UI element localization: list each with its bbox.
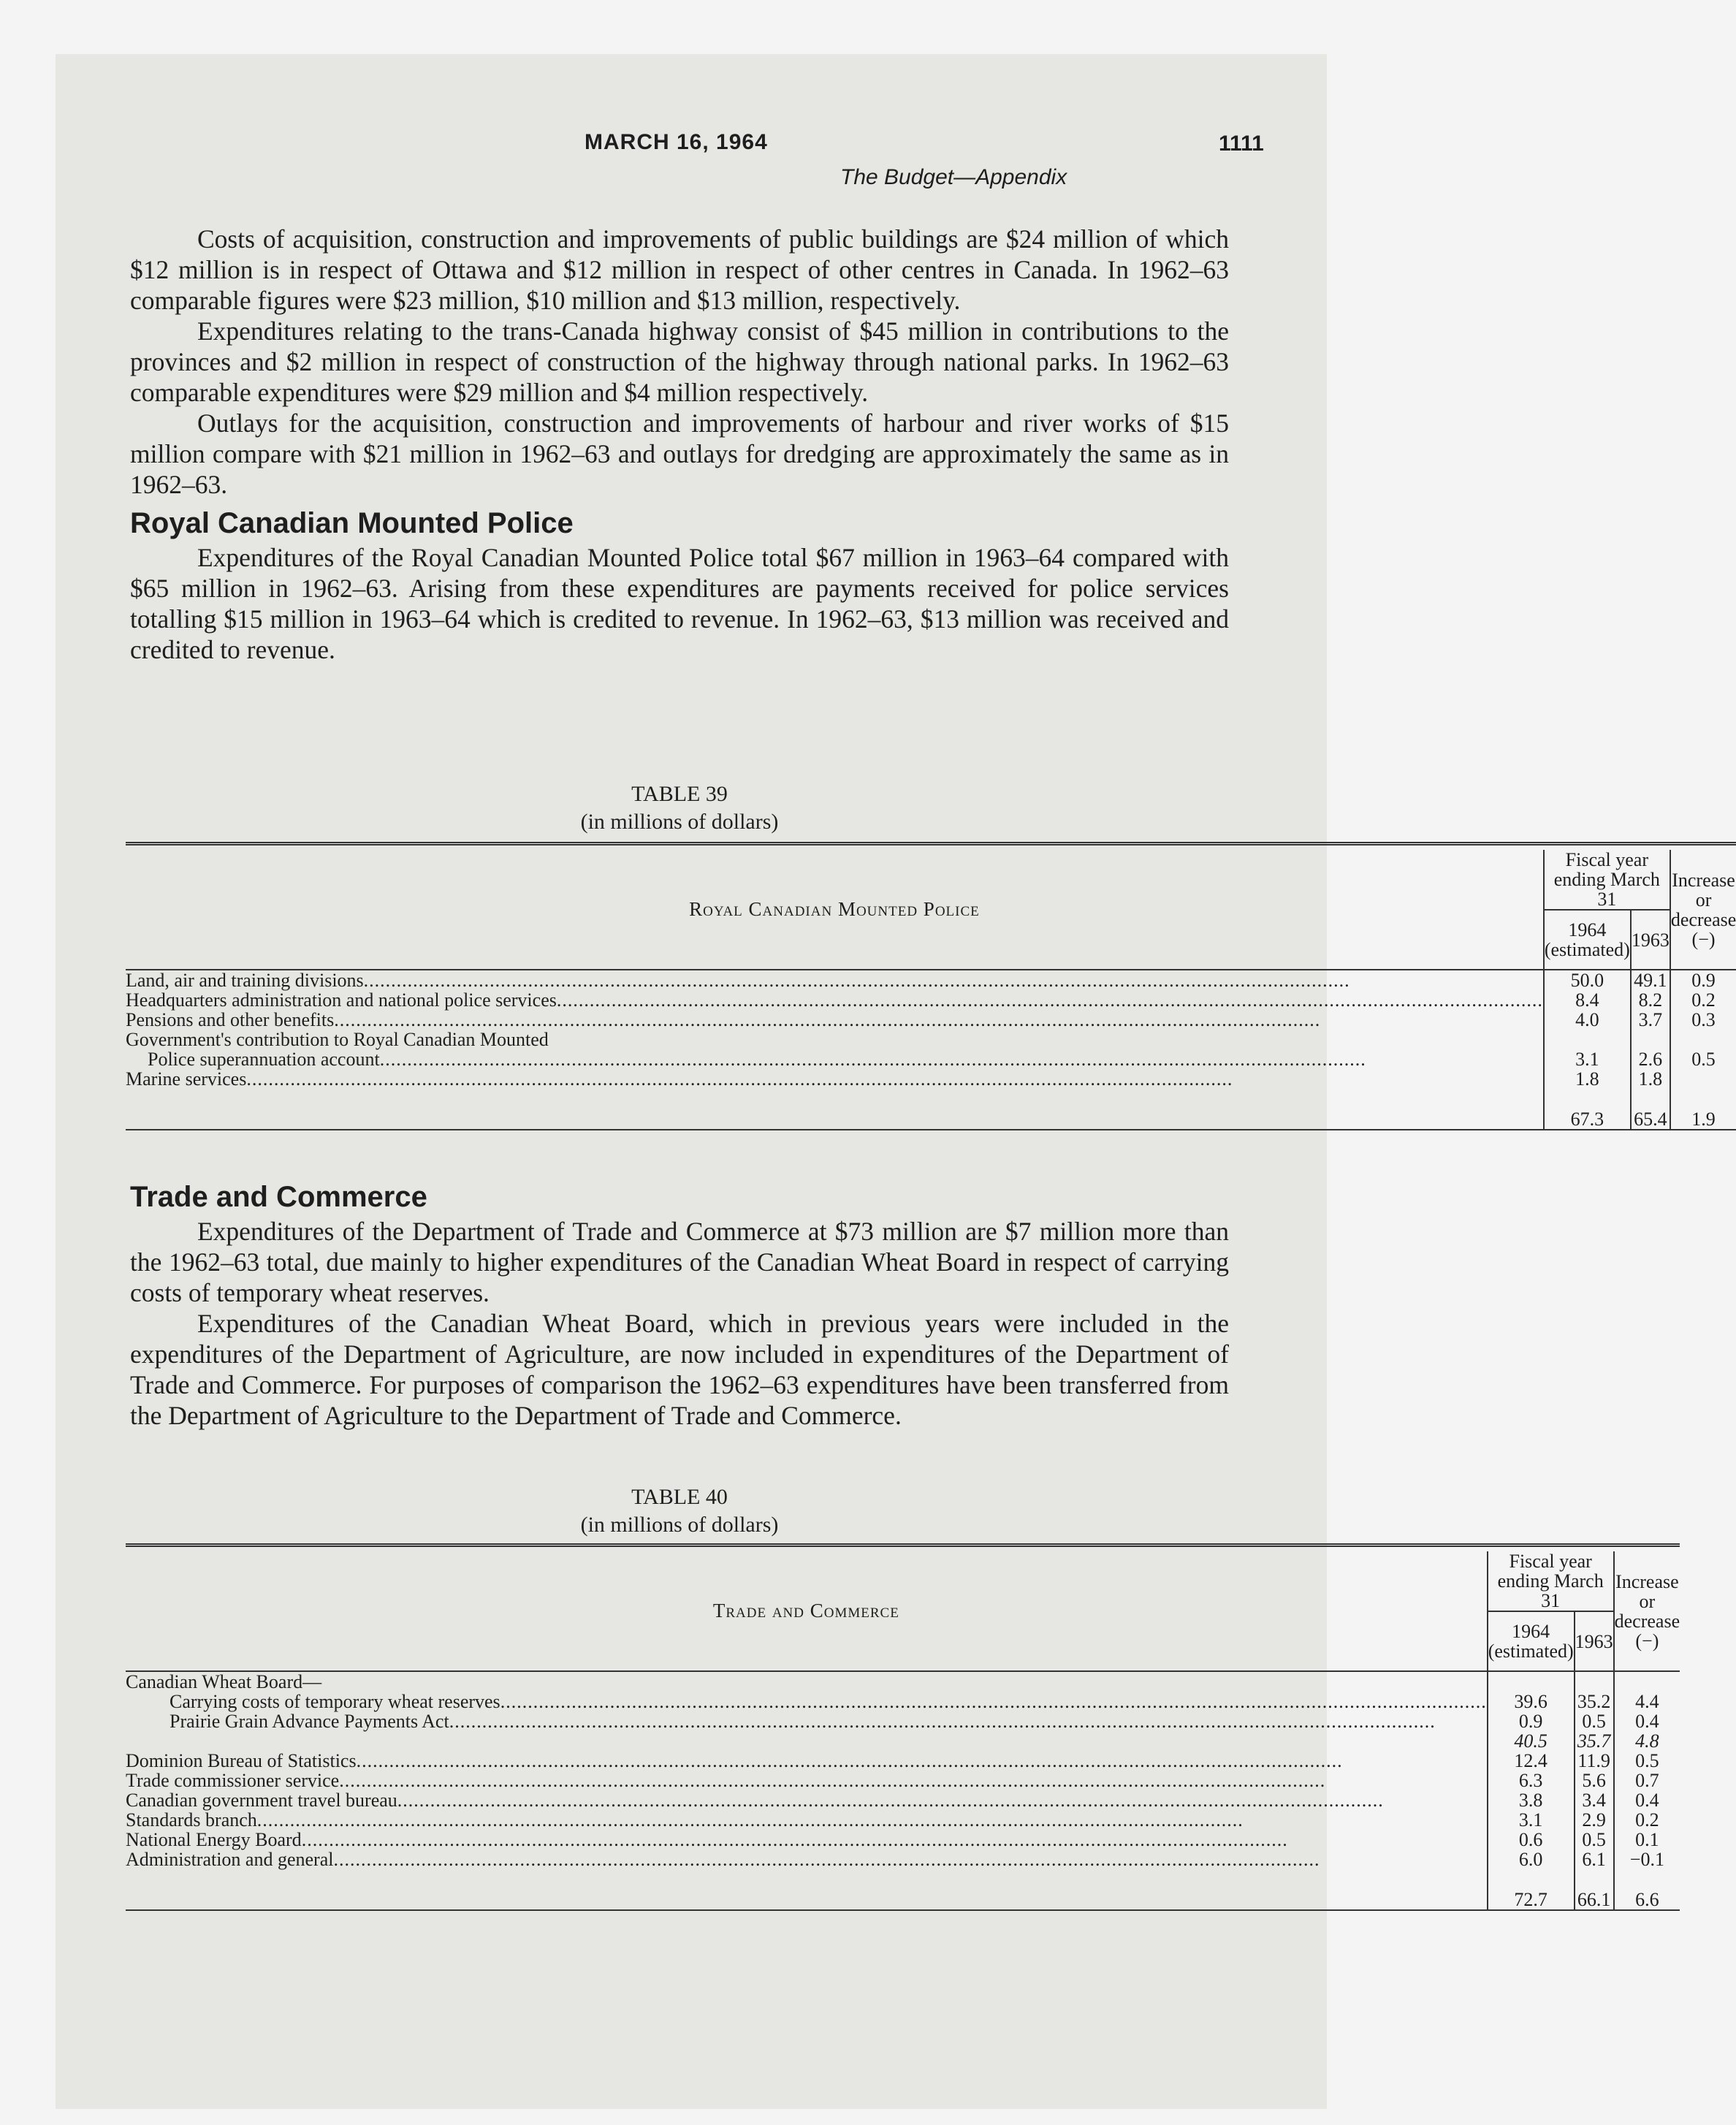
table-row (126, 1069, 1736, 1089)
subtotal-1963: 35.7 (1575, 1731, 1614, 1751)
table-row (126, 1850, 1680, 1869)
table39-title: TABLE 39 (631, 782, 728, 806)
table-row (126, 1671, 1680, 1692)
table-row (126, 970, 1736, 990)
table39-caption (130, 780, 1229, 836)
row-label: Land, air and training divisions (126, 970, 364, 991)
row-label: Trade commissioner service (126, 1770, 340, 1791)
row-label: Standards branch (126, 1809, 257, 1831)
paragraph-harbour: Outlays for the acquisition, construction and improvements of harbour and river works of $15 million compare with $21 million in 1962–63 and outlays for dredging are approximately the same as in 1962–63. (130, 408, 1229, 499)
table40-total-row (126, 1885, 1680, 1910)
cell-1963: 3.7 (1631, 1010, 1670, 1030)
cell-change: 0.7 (1614, 1771, 1680, 1790)
cell-1963: 0.5 (1575, 1830, 1614, 1850)
table-row (126, 1810, 1680, 1830)
table40-stub-header: Trade and Commerce (712, 1600, 899, 1622)
total-1963: 65.4 (1631, 1105, 1670, 1130)
paragraph-trade-1: Expenditures of the Department of Trade and Commerce at $73 million are $7 million more than the 1962–63 total, due mainly to higher expenditures of the Canadian Wheat Board in respect of carrying costs of temporary wheat reserves. (130, 1217, 1229, 1307)
cell-1963: 6.1 (1575, 1850, 1614, 1869)
table-row (126, 990, 1736, 1010)
intro-text (130, 224, 1229, 665)
cell-change: 0.9 (1670, 970, 1736, 990)
header-date: MARCH 16, 1964 (585, 130, 768, 154)
row-label: Prairie Grain Advance Payments Act (170, 1711, 449, 1732)
header-subtitle: The Budget—Appendix (840, 165, 1067, 189)
total-change: 1.9 (1670, 1105, 1736, 1130)
cell-1964: 1.8 (1544, 1069, 1631, 1089)
cell-1963: 35.2 (1575, 1692, 1614, 1711)
cell-1963: 2.6 (1631, 1049, 1670, 1069)
cell-1963: 1.8 (1631, 1069, 1670, 1089)
cell-1963: 11.9 (1575, 1751, 1614, 1771)
table40-change-header: Increase or decrease (−) (1614, 1551, 1680, 1670)
cell-1963: 0.5 (1575, 1711, 1614, 1731)
row-label: Government's contribution to Royal Canadian Mounted (126, 1029, 549, 1050)
trade-text (130, 1178, 1229, 1431)
cell-1964: 6.0 (1488, 1850, 1575, 1869)
cell-1964: 3.1 (1488, 1810, 1575, 1830)
paragraph-highway: Expenditures relating to the trans-Canada highway consist of $45 million in contributions to the provinces and $2 million in respect of construction of the highway through national parks. In 1962–63 comparable expenditures were $29 million and $4 million respectively. (130, 316, 1229, 407)
cell-change: −0.1 (1614, 1850, 1680, 1869)
cell-change: 0.4 (1614, 1711, 1680, 1731)
table39-fiscal-header: Fiscal year ending March 31 (1544, 850, 1670, 910)
row-label: Administration and general (126, 1849, 334, 1870)
table39-col-1963: 1963 (1631, 910, 1670, 969)
header-page-number: 1111 (1219, 132, 1264, 156)
total-1964: 67.3 (1544, 1105, 1631, 1130)
table40-col-1964: 1964 (estimated) (1488, 1611, 1575, 1670)
table-row (126, 1711, 1680, 1731)
total-1964: 72.7 (1488, 1885, 1575, 1910)
table-row (126, 1790, 1680, 1810)
total-1963: 66.1 (1575, 1885, 1614, 1910)
subtotal-1964: 40.5 (1488, 1731, 1575, 1751)
row-label-continued: Police superannuation account (148, 1049, 380, 1070)
cell-1964: 4.0 (1544, 1010, 1631, 1030)
subtotal-change: 4.8 (1614, 1731, 1680, 1751)
cell-1964: 39.6 (1488, 1692, 1575, 1711)
row-label: Canadian government travel bureau (126, 1790, 397, 1811)
table-row (126, 1692, 1680, 1711)
row-label: Carrying costs of temporary wheat reserves (170, 1691, 500, 1712)
cell-1963: 49.1 (1631, 970, 1670, 990)
paragraph-public-buildings: Costs of acquisition, construction and improvements of public buildings are $24 million of which $12 million is in respect of Ottawa and $12 million in respect of other centres in Canada. In 1962–63 comparable figures were $23 million, $10 million and $13 million, respectively. (130, 224, 1229, 315)
cell-1963: 2.9 (1575, 1810, 1614, 1830)
row-label: Marine services (126, 1068, 247, 1090)
cell-1963: 8.2 (1631, 990, 1670, 1010)
cell-change: 0.3 (1670, 1010, 1736, 1030)
heading-rcmp: Royal Canadian Mounted Police (130, 507, 574, 539)
row-label: National Energy Board (126, 1829, 302, 1850)
total-change: 6.6 (1614, 1885, 1680, 1910)
cell-1964: 50.0 (1544, 970, 1631, 990)
cell-change (1670, 1069, 1736, 1089)
cell-1964: 0.6 (1488, 1830, 1575, 1850)
cell-change: 0.5 (1614, 1751, 1680, 1771)
table39-stub-header: Royal Canadian Mounted Police (689, 898, 980, 920)
table40 (126, 1543, 1680, 1911)
cell-1964: 0.9 (1488, 1711, 1575, 1731)
row-label: Dominion Bureau of Statistics (126, 1750, 357, 1771)
cell-1964: 3.1 (1544, 1049, 1631, 1069)
table40-units: (in millions of dollars) (580, 1513, 779, 1537)
table-row (126, 1751, 1680, 1771)
group-label: Canadian Wheat Board— (126, 1671, 322, 1692)
table-row (126, 1010, 1736, 1030)
table40-title: TABLE 40 (631, 1485, 728, 1509)
table-row (126, 1030, 1736, 1049)
row-label: Pensions and other benefits (126, 1009, 335, 1030)
table-row (126, 1771, 1680, 1790)
table39-change-header: Increase or decrease (−) (1670, 850, 1736, 969)
cell-1963: 3.4 (1575, 1790, 1614, 1810)
table39 (126, 842, 1736, 1130)
table-row (126, 1049, 1736, 1069)
row-label: Headquarters administration and national police services (126, 989, 557, 1011)
cell-1964: 3.8 (1488, 1790, 1575, 1810)
subtotal-row (126, 1731, 1680, 1751)
paragraph-rcmp: Expenditures of the Royal Canadian Mounted Police total $67 million in 1963–64 compared with $65 million in 1962–63. Arising from these expenditures are payments received for police services totalling $15 million in 1963–64 which is credited to revenue. In 1962–63, $13 million was received and credited to revenue. (130, 543, 1229, 664)
table40-col-1963: 1963 (1575, 1611, 1614, 1670)
table39-total-row (126, 1105, 1736, 1130)
paragraph-trade-2: Expenditures of the Canadian Wheat Board, which in previous years were included in the expenditures of the Department of Agriculture, are now included in expenditures of the Department of Trade and Commerce. For purposes of comparison the 1962–63 expenditures have been transferred from the Department of Agriculture to the Department of Trade and Commerce. (130, 1309, 1229, 1430)
table-row (126, 1830, 1680, 1850)
cell-change: 4.4 (1614, 1692, 1680, 1711)
cell-change: 0.4 (1614, 1790, 1680, 1810)
cell-change: 0.5 (1670, 1049, 1736, 1069)
cell-change: 0.2 (1670, 990, 1736, 1010)
cell-1964: 8.4 (1544, 990, 1631, 1010)
table39-units: (in millions of dollars) (580, 810, 779, 834)
cell-change: 0.2 (1614, 1810, 1680, 1830)
table39-col-1964: 1964 (estimated) (1544, 910, 1631, 969)
table40-fiscal-header: Fiscal year ending March 31 (1488, 1551, 1614, 1611)
cell-1964: 12.4 (1488, 1751, 1575, 1771)
cell-1964: 6.3 (1488, 1771, 1575, 1790)
cell-1963: 5.6 (1575, 1771, 1614, 1790)
cell-change: 0.1 (1614, 1830, 1680, 1850)
table40-caption (130, 1483, 1229, 1539)
heading-trade: Trade and Commerce (130, 1181, 427, 1213)
